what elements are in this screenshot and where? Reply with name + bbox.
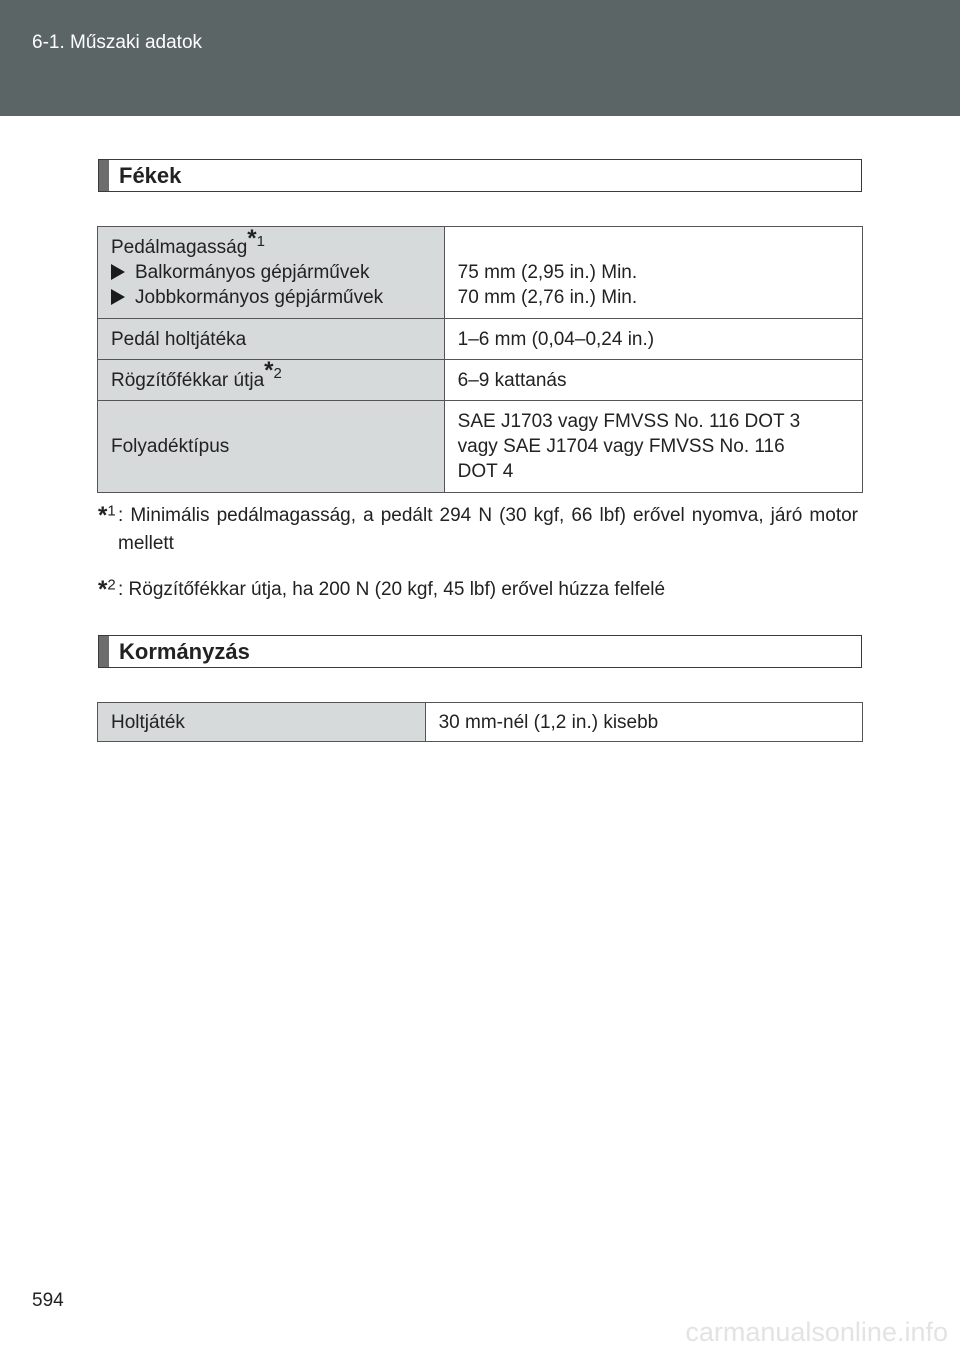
sub-item-rhd	[111, 285, 431, 310]
pedal-height-text: Pedálmagasság	[111, 237, 248, 258]
pedal-height-value-cell	[444, 227, 862, 319]
section-heading-brakes	[98, 159, 862, 192]
section-title-brakes: Fékek	[119, 163, 182, 188]
pedal-play-value: 1–6 mm (0,04–0,24 in.)	[444, 319, 862, 360]
heading-accent-bar	[99, 160, 109, 191]
footnote-num: 2	[107, 576, 116, 594]
brakes-spec-table	[97, 226, 863, 493]
chapter-title: 6-1. Műszaki adatok	[32, 32, 203, 53]
pedal-height-value-lhd: 75 mm (2,95 in.) Min.	[457, 262, 638, 283]
footnote-text: : Rögzítőfékkar útja, ha 200 N (20 kgf, 45 lbf) erővel húzza felfelé	[118, 579, 666, 600]
footnote-star: *	[264, 357, 274, 385]
footnote-num: 1	[256, 232, 265, 250]
footnote-star: *	[98, 576, 108, 603]
table-row-parking-brake	[98, 360, 863, 401]
pedal-height-label	[111, 224, 431, 260]
fluid-value-line: DOT 4	[457, 461, 514, 482]
table-row-pedal-play	[98, 319, 863, 360]
footnote-2	[98, 576, 858, 604]
free-play-label: Holtjáték	[98, 703, 426, 742]
footnote-marker	[98, 576, 116, 606]
sub-item-rhd-label: Jobbkormányos gépjárművek	[135, 287, 384, 308]
fluid-value-line: vagy SAE J1704 vagy FMVSS No. 116	[457, 436, 785, 457]
free-play-value: 30 mm-nél (1,2 in.) kisebb	[425, 703, 862, 742]
right-arrow-icon	[111, 264, 125, 280]
footnote-1	[98, 502, 858, 558]
right-arrow-icon	[111, 289, 125, 305]
table-row-pedal-height	[98, 227, 863, 319]
sub-item-lhd-label: Balkormányos gépjárművek	[135, 262, 370, 283]
heading-accent-bar	[99, 636, 109, 667]
parking-brake-value: 6–9 kattanás	[444, 360, 862, 401]
footnote-num: 1	[107, 502, 116, 520]
footnote-text: : Minimális pedálmagasság, a pedált 294 N (30 kgf, 66 lbf) erővel nyomva, járó motor mellett	[118, 505, 858, 554]
fluid-value-cell	[444, 401, 862, 493]
pedal-height-label-cell	[98, 224, 445, 319]
fluid-value-line: SAE J1703 vagy FMVSS No. 116 DOT 3	[457, 411, 801, 432]
page-number: 594	[32, 1290, 64, 1311]
fluid-label: Folyadéktípus	[98, 401, 445, 493]
sub-item-lhd	[111, 260, 431, 285]
table-row-fluid	[98, 401, 863, 493]
parking-brake-label-cell	[98, 357, 445, 401]
watermark: carmanualsonline.info	[685, 1317, 948, 1347]
table-row-free-play	[98, 703, 863, 742]
footnote-star: *	[98, 502, 108, 529]
footnote-ref-2	[264, 357, 282, 385]
pedal-height-value-rhd: 70 mm (2,76 in.) Min.	[457, 287, 638, 308]
section-title-steering: Kormányzás	[119, 639, 250, 664]
parking-brake-label: Rögzítőfékkar útja	[111, 369, 265, 391]
pedal-play-label: Pedál holtjátéka	[98, 319, 445, 360]
footnote-star: *	[247, 224, 257, 252]
footnote-ref-1	[247, 224, 265, 252]
footnote-marker	[98, 502, 116, 532]
footnote-num: 2	[273, 365, 282, 383]
section-heading-steering	[98, 635, 862, 668]
steering-spec-table	[97, 702, 863, 742]
chapter-header-band	[0, 0, 960, 116]
